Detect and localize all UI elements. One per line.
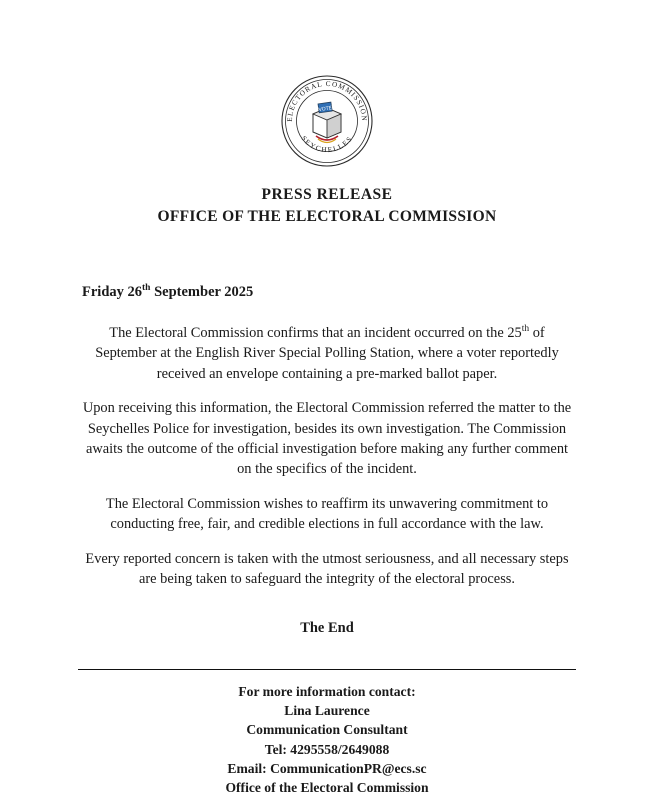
document-title-block: [78, 184, 576, 229]
paragraph-commitment: The Electoral Commission wishes to reaffirm its unwavering commitment to conducting free, fair, and credible elections in full accordance with the law.: [105, 495, 549, 533]
contact-block: [78, 682, 576, 798]
electoral-commission-seal-icon: [280, 74, 374, 168]
svg-text:SEYCHELLES: SEYCHELLES: [299, 134, 355, 155]
paragraph-incident: [78, 323, 576, 384]
footer-divider: [78, 669, 576, 670]
contact-role: Communication Consultant: [246, 722, 408, 738]
paragraph-incident-part2: of September at the English River Special Polling Station, where a voter reportedly received an envelope containing a pre-marked ballot paper.: [95, 324, 559, 382]
contact-heading: For more information contact:: [238, 683, 416, 699]
the-end-marker: The End: [300, 619, 354, 636]
office-subtitle: OFFICE OF THE ELECTORAL COMMISSION: [157, 208, 497, 226]
contact-office: Office of the Electoral Commission: [225, 780, 429, 796]
logo-container: [78, 0, 576, 168]
release-date-text: Friday 26: [82, 283, 143, 300]
paragraph-concern: Every reported concern is taken with the utmost seriousness, and all necessary steps are being taken to safeguard the integrity of the electoral process.: [85, 550, 569, 588]
release-date: [78, 283, 576, 301]
paragraph-incident-part1: The Electoral Commission confirms that an incident occurred on the 25: [109, 324, 522, 341]
paragraph-incident-ordinal: th: [521, 323, 530, 334]
release-date-month-year: September 2025: [150, 283, 254, 300]
body-content: [78, 323, 576, 590]
contact-phone: Tel: 4295558/2649088: [264, 741, 390, 757]
svg-text:ELECTORAL COMMISSION: ELECTORAL COMMISSION: [285, 79, 369, 123]
paragraph-referral: Upon receiving this information, the Electoral Commission referred the matter to the Seychelles Police for investigation, besides its own investigation. The Commission awaits the outcome of the official investigation before making any further comment on the specifics of the incident.: [82, 400, 572, 478]
svg-text:VOTE: VOTE: [318, 105, 333, 114]
contact-email: Email: CommunicationPR@ecs.sc: [227, 760, 427, 776]
press-release-title: PRESS RELEASE: [261, 186, 393, 203]
contact-name: Lina Laurence: [284, 703, 370, 719]
release-date-ordinal: th: [142, 282, 151, 293]
